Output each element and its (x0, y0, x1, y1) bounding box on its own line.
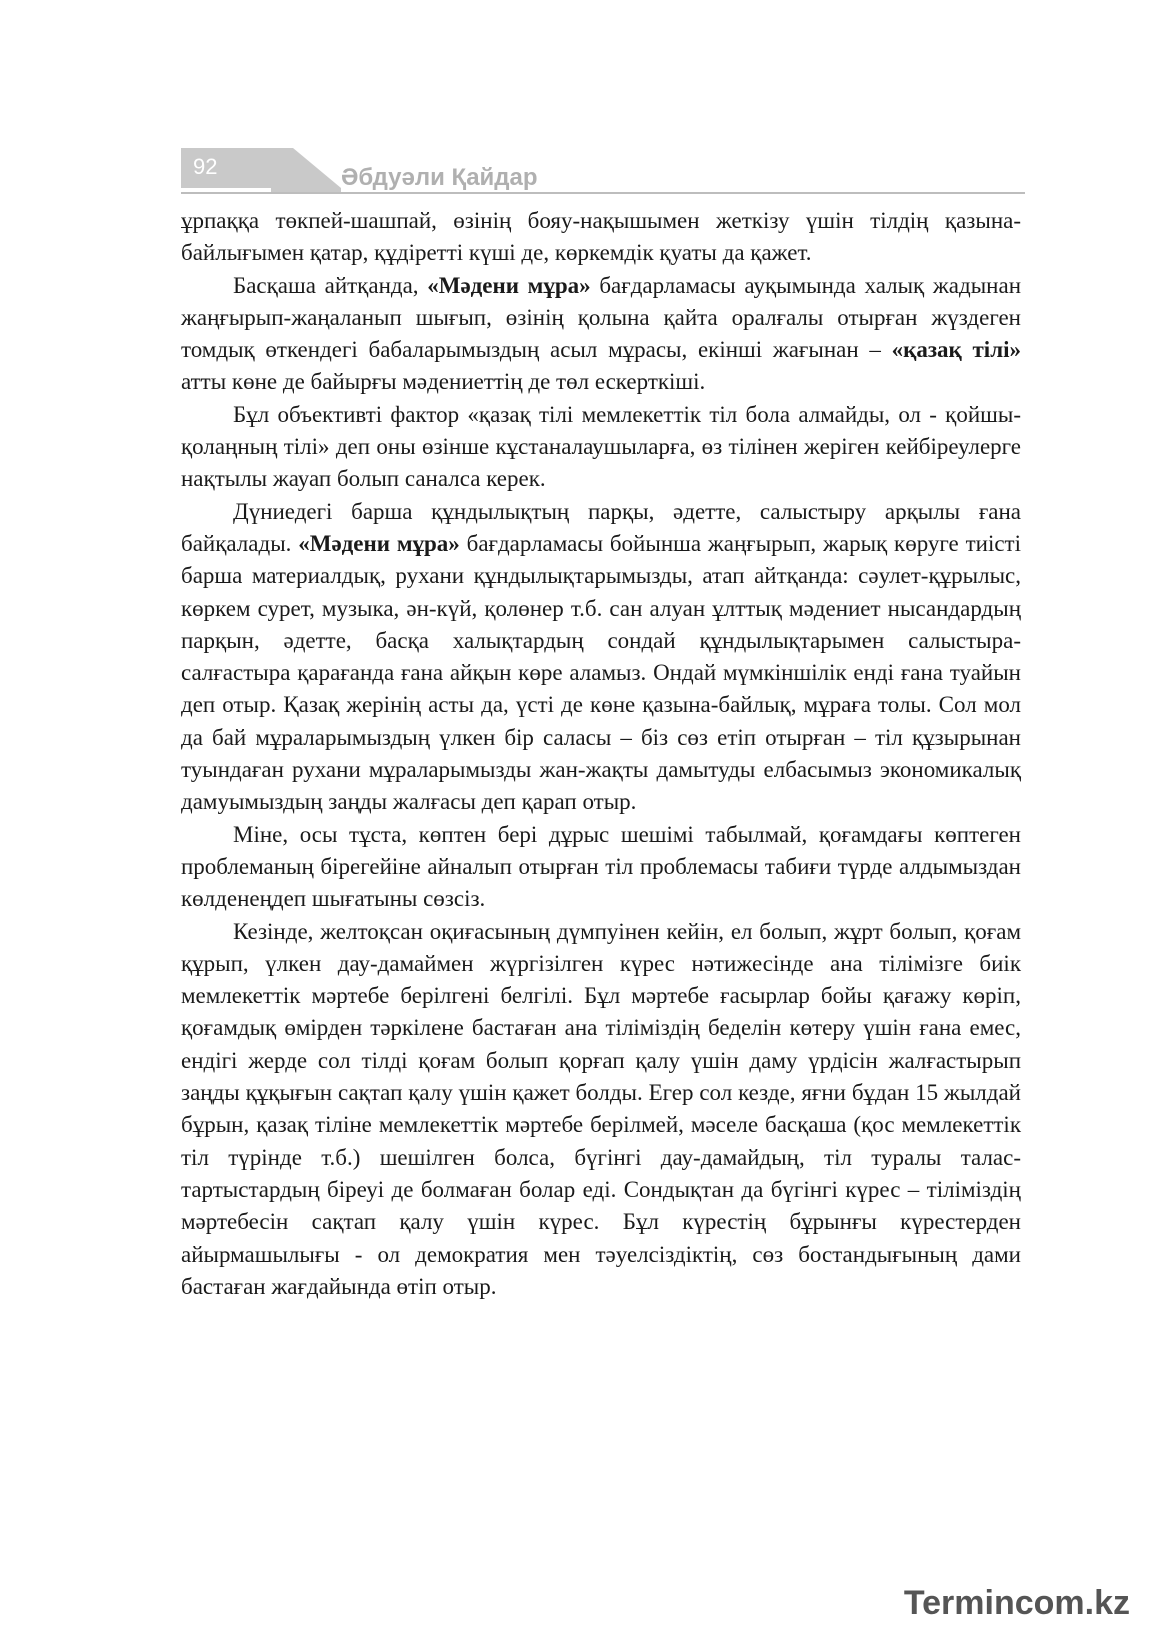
bold-term: «Мәдени мұра» (298, 530, 460, 556)
bold-term: «қазақ тілі» (891, 337, 1021, 363)
text-run: ұрпаққа төкпей-шашпай, өзінің бояу-нақышымен жеткізу үшін тілдің қазына-байлығымен қатар, құдіретті күші де, көркемдік қуаты да қажет. (181, 208, 1021, 266)
text-run: атты көне де байырғы мәдениеттің де төл ескерткіші. (181, 369, 706, 395)
paragraph (181, 819, 1021, 916)
page-header (181, 148, 1025, 194)
paragraph (181, 205, 1021, 270)
text-run: бағдарламасы ауқымында халық жадынан жаңғырып-жаңаланып шығып, өзінің қолына қайта оралғалы отырған жүздеген томдық өткендегі бабаларымыздың асыл мұрасы, екінші жағынан – (181, 272, 1021, 363)
text-run: Дүниедегі барша құндылықтың парқы, әдетте, салыстыру арқылы ғана байқалады. (181, 498, 1021, 556)
text-run: Басқаша айтқанда, (233, 272, 428, 298)
page-number-box (181, 148, 271, 188)
page-number: 92 (193, 154, 218, 179)
text-run: Кезінде, желтоқсан оқиғасының дүмпуінен кейін, ел болып, жұрт болып, қоғам құрып, үлкен дау-дамаймен жүргізілген күрес нәтижесінде ана тілімізге биік мемлекеттік мәртебе берілгені белгілі. Бұл мәртебе ғасырлар бойы қағажу көріп, қоғамдық өмірден тәркілене бастаған ана тіліміздің беделін көтеру үшін ғана емес, ендігі жерде сол тілді қоғам болып қорғап қалу үшін даму үрдісін жалғастырып заңды құқығын сақтап қалу үшін қажет болды. Егер сол кезде, яғни бұдан 15 жылдай бұрын, қазақ тіліне мемлекеттік мәртебе берілмей, мәселе басқаша (қос мемлекеттік тіл түрінде т.б.) шешілген болса, бүгінгі дау-дамайдың, тіл туралы талас-тартыстардың біреуі де болмаған болар еді. Сондықтан да бүгінгі күрес – тіліміздің мәртебесін сақтап қалу үшін күрес. Бұл күрестің бұрынғы күрестерден айырмашылығы - ол демократия мен тәуелсіздіктің, сөз бостандығының дами бастаған жағдайында өтіп отыр. (181, 918, 1021, 1299)
header-rule (181, 192, 1025, 194)
body-text (181, 205, 1021, 1303)
bold-term: «Мәдени мұра» (427, 272, 591, 298)
paragraph (181, 916, 1021, 1304)
text-run: бағдарламасы бойынша жаңғырып, жарық көруге тиісті барша материалдық, рухани құндылықтарымызды, атап айтқанда: сәулет-құрылыс, көркем сурет, музыка, ән-күй, қолөнер т.б. сан алуан ұлттық мәдениет нысандардың парқын, әдетте, басқа халықтардың сондай құндылықтарымен салыстыра-салғастыра қарағанда ғана айқын көре аламыз. Ондай мүмкіншілік енді ғана туайын деп отыр. Қазақ жерінің асты да, үсті де көне қазына-байлық, мұраға толы. Сол мол да бай мұраларымыздың үлкен бір саласы – біз сөз етіп отырған – тіл құзырынан туындаған рухани мұраларымызды жан-жақты дамытуды елбасымыз экономикалық дамуымыздың заңды жалғасы деп қарап отыр. (181, 530, 1021, 815)
paragraph (181, 270, 1021, 399)
paragraph (181, 399, 1021, 496)
watermark-logo: Termincom.kz (903, 1584, 1130, 1622)
running-head-author: Әбдуәли Қайдар (341, 164, 538, 191)
text-run: Бұл объективті фактор «қазақ тілі мемлекеттік тіл бола алмайды, ол - қойшы-қолаңның тілі» деп оны өзінше кұстаналаушыларға, өз тілінен жеріген кейбіреулерге нақтылы жауап болып саналса керек. (181, 401, 1021, 492)
text-run: Міне, осы тұста, көптен бері дұрыс шешімі табылмай, қоғамдағы көптеген проблеманың бірегейіне айналып отырған тіл проблемасы табиғи түрде алдымыздан көлденеңдеп шығатыны сөзсіз. (181, 821, 1021, 912)
paragraph (181, 496, 1021, 819)
header-arrow-shape (271, 148, 341, 192)
